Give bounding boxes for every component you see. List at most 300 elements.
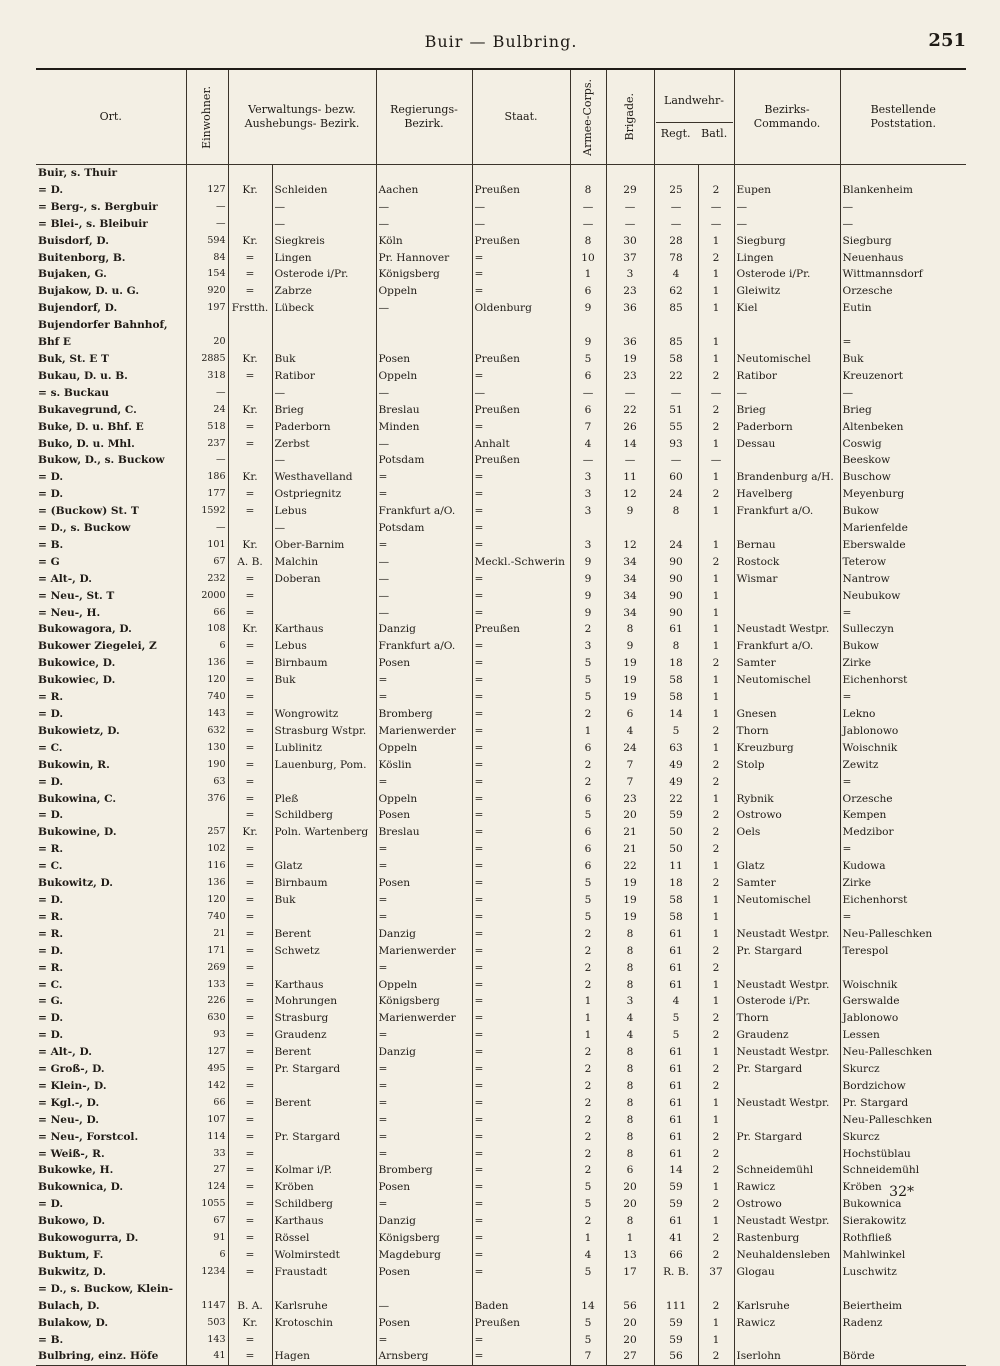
amt-cell: = (228, 672, 272, 689)
brigade-cell: 8 (606, 1095, 654, 1112)
batl-cell: — (698, 216, 734, 233)
brigade-cell: 29 (606, 182, 654, 199)
bezirks-cell: Rawicz (734, 1179, 840, 1196)
brigade-cell: 8 (606, 1044, 654, 1061)
batl-cell: 1 (698, 1213, 734, 1230)
post-cell: Nantrow (840, 571, 966, 588)
bezirks-cell (734, 317, 840, 334)
staat-cell (472, 317, 570, 334)
post-cell: Bukow (840, 638, 966, 655)
regt-cell: 8 (654, 638, 698, 655)
ort-cell: Bukavegrund, C. (38, 403, 137, 416)
verwaltung-cell: Karlsruhe (272, 1298, 376, 1315)
amt-cell: = (228, 571, 272, 588)
regierung-cell: Potsdam (376, 452, 472, 469)
brigade-cell: 56 (606, 1298, 654, 1315)
bezirks-cell: Neustadt Westpr. (734, 621, 840, 638)
amt-cell: = (228, 875, 272, 892)
bezirks-cell: Neustadt Westpr. (734, 1213, 840, 1230)
ort-cell: Buisdorf, D. (38, 234, 109, 247)
regierung-cell: Minden (376, 419, 472, 436)
staat-cell: — (472, 385, 570, 402)
col-staat: Staat. (472, 69, 570, 165)
einwohner-cell: 136 (186, 655, 228, 672)
batl-cell: 2 (698, 757, 734, 774)
armee-cell: 3 (570, 638, 606, 655)
brigade-cell: 23 (606, 283, 654, 300)
verwaltung-cell: — (272, 452, 376, 469)
post-cell: Wittmannsdorf (840, 266, 966, 283)
ort-cell: = Kgl.-, D. (38, 1096, 100, 1109)
verwaltung-cell: Ostpriegnitz (272, 486, 376, 503)
table-row (36, 334, 966, 351)
table-row (36, 807, 966, 824)
regt-cell: 50 (654, 824, 698, 841)
regierung-cell: = (376, 689, 472, 706)
col-armee: Armee-Corps. (570, 69, 606, 165)
regierung-cell: — (376, 571, 472, 588)
post-cell: = (840, 605, 966, 622)
armee-cell: 6 (570, 791, 606, 808)
amt-cell: = (228, 1010, 272, 1027)
einwohner-cell: 495 (186, 1061, 228, 1078)
post-cell: — (840, 199, 966, 216)
armee-cell: 5 (570, 807, 606, 824)
verwaltung-cell: Karthaus (272, 621, 376, 638)
einwohner-cell: 518 (186, 419, 228, 436)
bezirks-cell: Pr. Stargard (734, 943, 840, 960)
table-row (36, 300, 966, 317)
batl-cell: 1 (698, 469, 734, 486)
brigade-cell: 3 (606, 993, 654, 1010)
amt-cell: Kr. (228, 233, 272, 250)
brigade-cell: 11 (606, 469, 654, 486)
staat-cell: = (472, 757, 570, 774)
verwaltung-cell: Lebus (272, 503, 376, 520)
table-row (36, 1027, 966, 1044)
verwaltung-cell: Mohrungen (272, 993, 376, 1010)
ort-cell: Bhf E (38, 336, 71, 349)
ort-cell: = R. (38, 910, 64, 923)
bezirks-cell: Eupen (734, 182, 840, 199)
page-header (36, 30, 966, 60)
batl-cell: 1 (698, 1179, 734, 1196)
post-cell: Marienfelde (840, 520, 966, 537)
regierung-cell (376, 334, 472, 351)
verwaltung-cell (272, 317, 376, 334)
post-cell: Bukow (840, 503, 966, 520)
regt-cell: 50 (654, 841, 698, 858)
staat-cell: Baden (472, 1298, 570, 1315)
einwohner-cell: 1234 (186, 1264, 228, 1281)
armee-cell: 6 (570, 858, 606, 875)
batl-cell: 1 (698, 283, 734, 300)
staat-cell: Preußen (472, 621, 570, 638)
staat-cell: = (472, 672, 570, 689)
einwohner-cell: 154 (186, 266, 228, 283)
armee-cell: 2 (570, 1213, 606, 1230)
ort-cell: = Groß-, D. (38, 1063, 105, 1076)
post-cell: Medzibor (840, 824, 966, 841)
col-bestellende: Bestellende Poststation. (840, 69, 966, 165)
bezirks-cell (734, 452, 840, 469)
regt-cell: 61 (654, 926, 698, 943)
einwohner-cell: 376 (186, 791, 228, 808)
amt-cell: = (228, 283, 272, 300)
amt-cell (228, 165, 272, 182)
einwohner-cell: 318 (186, 368, 228, 385)
armee-cell: 5 (570, 909, 606, 926)
regierung-cell: = (376, 486, 472, 503)
post-cell: = (840, 689, 966, 706)
table-row (36, 977, 966, 994)
einwohner-cell: 102 (186, 841, 228, 858)
batl-cell: 2 (698, 875, 734, 892)
regierung-cell (376, 317, 472, 334)
amt-cell: = (228, 266, 272, 283)
post-cell: Eberswalde (840, 537, 966, 554)
armee-cell (570, 1281, 606, 1298)
post-cell: Kreuzenort (840, 368, 966, 385)
post-cell: Neu-Palleschken (840, 926, 966, 943)
armee-cell: 2 (570, 1095, 606, 1112)
batl-cell: 1 (698, 605, 734, 622)
bezirks-cell: Kiel (734, 300, 840, 317)
armee-cell: — (570, 216, 606, 233)
brigade-cell: 6 (606, 706, 654, 723)
brigade-cell: 19 (606, 875, 654, 892)
table-row (36, 250, 966, 267)
ort-cell: = D. (38, 183, 64, 196)
brigade-cell: 34 (606, 605, 654, 622)
armee-cell: 6 (570, 402, 606, 419)
armee-cell: 3 (570, 503, 606, 520)
ort-cell: Bukowine, D. (38, 826, 117, 839)
staat-cell: = (472, 740, 570, 757)
amt-cell: = (228, 774, 272, 791)
batl-cell: 2 (698, 250, 734, 267)
regierung-cell: Posen (376, 1179, 472, 1196)
armee-cell: 3 (570, 537, 606, 554)
table-row (36, 182, 966, 199)
staat-cell: = (472, 1078, 570, 1095)
post-cell: Neu-Palleschken (840, 1044, 966, 1061)
verwaltung-cell: Schwetz (272, 943, 376, 960)
table-row (36, 1095, 966, 1112)
table-row (36, 199, 966, 216)
regt-cell: 24 (654, 486, 698, 503)
armee-cell: 5 (570, 875, 606, 892)
brigade-cell: 8 (606, 926, 654, 943)
brigade-cell: 7 (606, 757, 654, 774)
regierung-cell: — (376, 436, 472, 453)
armee-cell: 6 (570, 368, 606, 385)
bezirks-cell: Thorn (734, 1010, 840, 1027)
table-row (36, 1264, 966, 1281)
einwohner-cell: 190 (186, 757, 228, 774)
ort-cell: = D. (38, 1012, 64, 1025)
einwohner-cell: 740 (186, 909, 228, 926)
regt-cell: 5 (654, 1027, 698, 1044)
staat-cell: = (472, 841, 570, 858)
batl-cell: 2 (698, 402, 734, 419)
armee-cell: — (570, 199, 606, 216)
batl-cell: 1 (698, 1044, 734, 1061)
amt-cell (228, 199, 272, 216)
bezirks-cell: Rybnik (734, 791, 840, 808)
table-row (36, 909, 966, 926)
einwohner-cell: 632 (186, 723, 228, 740)
ort-cell: = B. (38, 1333, 64, 1346)
verwaltung-cell: Berent (272, 926, 376, 943)
verwaltung-cell (272, 841, 376, 858)
table-row (36, 503, 966, 520)
regierung-cell: Posen (376, 655, 472, 672)
batl-cell: 1 (698, 503, 734, 520)
table-row (36, 1112, 966, 1129)
post-cell: Zirke (840, 655, 966, 672)
verwaltung-cell: Hagen (272, 1348, 376, 1365)
regt-cell (654, 317, 698, 334)
regierung-cell: Aachen (376, 182, 472, 199)
ort-cell: Bukowo, D. (38, 1215, 106, 1228)
armee-cell: 5 (570, 1332, 606, 1349)
verwaltung-cell: Buk (272, 672, 376, 689)
verwaltung-cell: Brieg (272, 402, 376, 419)
bezirks-cell: Oels (734, 824, 840, 841)
verwaltung-cell: Doberan (272, 571, 376, 588)
amt-cell: = (228, 926, 272, 943)
regt-cell: 58 (654, 351, 698, 368)
table-row (36, 621, 966, 638)
einwohner-cell: 67 (186, 554, 228, 571)
amt-cell: Frstth. (228, 300, 272, 317)
einwohner-cell: — (186, 199, 228, 216)
regierung-cell: Frankfurt a/O. (376, 503, 472, 520)
ort-cell: Bukowke, H. (38, 1164, 114, 1177)
amt-cell: = (228, 757, 272, 774)
einwohner-cell: 41 (186, 1348, 228, 1365)
table-row (36, 1315, 966, 1332)
batl-cell: 2 (698, 1146, 734, 1163)
batl-cell: 2 (698, 824, 734, 841)
staat-cell: = (472, 1010, 570, 1027)
table-row (36, 605, 966, 622)
table-row (36, 419, 966, 436)
armee-cell: 1 (570, 266, 606, 283)
staat-cell: = (472, 520, 570, 537)
armee-cell: 2 (570, 774, 606, 791)
einwohner-cell: — (186, 520, 228, 537)
batl-cell: 2 (698, 655, 734, 672)
brigade-cell (606, 1281, 654, 1298)
armee-cell: 6 (570, 841, 606, 858)
einwohner-cell: 124 (186, 1179, 228, 1196)
page-number: 251 (928, 30, 966, 51)
armee-cell: 2 (570, 926, 606, 943)
bezirks-cell (734, 1146, 840, 1163)
table-row (36, 706, 966, 723)
batl-cell: 2 (698, 368, 734, 385)
brigade-cell: 23 (606, 368, 654, 385)
batl-cell: 1 (698, 1332, 734, 1349)
table-body (36, 165, 966, 1366)
einwohner-cell: 142 (186, 1078, 228, 1095)
staat-cell: Preußen (472, 351, 570, 368)
ort-cell: Bukowagora, D. (38, 623, 132, 636)
einwohner-cell: 2885 (186, 351, 228, 368)
regt-cell: 62 (654, 283, 698, 300)
armee-cell: — (570, 452, 606, 469)
brigade-cell: 12 (606, 486, 654, 503)
table-row (36, 1298, 966, 1315)
amt-cell: = (228, 1078, 272, 1095)
staat-cell: = (472, 774, 570, 791)
brigade-cell: 20 (606, 1179, 654, 1196)
amt-cell: = (228, 1061, 272, 1078)
staat-cell: = (472, 503, 570, 520)
armee-cell: 2 (570, 621, 606, 638)
table-row (36, 723, 966, 740)
verwaltung-cell: Birnbaum (272, 875, 376, 892)
regt-cell (654, 165, 698, 182)
table-row (36, 858, 966, 875)
table-row (36, 283, 966, 300)
bezirks-cell (734, 774, 840, 791)
staat-cell: = (472, 1332, 570, 1349)
ort-cell: = C. (38, 741, 63, 754)
ort-cell: = D. (38, 893, 64, 906)
amt-cell: Kr. (228, 824, 272, 841)
bezirks-cell: Pr. Stargard (734, 1061, 840, 1078)
regt-cell: 5 (654, 1010, 698, 1027)
brigade-cell: 24 (606, 740, 654, 757)
regt-cell: 24 (654, 537, 698, 554)
regierung-cell: Breslau (376, 402, 472, 419)
brigade-cell: 1 (606, 1230, 654, 1247)
einwohner-cell: 108 (186, 621, 228, 638)
post-cell: Terespol (840, 943, 966, 960)
verwaltung-cell: Buk (272, 892, 376, 909)
regt-cell: 93 (654, 436, 698, 453)
post-cell: Blankenheim (840, 182, 966, 199)
regierung-cell: = (376, 960, 472, 977)
staat-cell: = (472, 655, 570, 672)
amt-cell: = (228, 841, 272, 858)
post-cell: Teterow (840, 554, 966, 571)
batl-cell: 1 (698, 672, 734, 689)
batl-cell: 1 (698, 300, 734, 317)
post-cell: Kröben (840, 1179, 966, 1196)
post-cell (840, 1281, 966, 1298)
regierung-cell: = (376, 1027, 472, 1044)
verwaltung-cell: Poln. Wartenberg (272, 824, 376, 841)
staat-cell: = (472, 1348, 570, 1365)
post-cell: Sulleczyn (840, 621, 966, 638)
amt-cell: = (228, 503, 272, 520)
regierung-cell: Oppeln (376, 791, 472, 808)
brigade-cell: 20 (606, 1196, 654, 1213)
table-row (36, 740, 966, 757)
regt-cell (654, 520, 698, 537)
armee-cell: 2 (570, 943, 606, 960)
verwaltung-cell (272, 689, 376, 706)
ort-cell: Bulach, D. (38, 1299, 100, 1312)
amt-cell: = (228, 486, 272, 503)
brigade-cell: 8 (606, 1112, 654, 1129)
post-cell: Zirke (840, 875, 966, 892)
bezirks-cell (734, 520, 840, 537)
einwohner-cell: 133 (186, 977, 228, 994)
batl-cell: 2 (698, 1061, 734, 1078)
armee-cell: 1 (570, 1027, 606, 1044)
einwohner-cell: 186 (186, 469, 228, 486)
brigade-cell: 8 (606, 943, 654, 960)
table-row (36, 1129, 966, 1146)
ort-cell: = Berg-, s. Bergbuir (38, 200, 158, 213)
einwohner-cell: 84 (186, 250, 228, 267)
brigade-cell: 19 (606, 655, 654, 672)
table-row (36, 486, 966, 503)
regierung-cell: — (376, 554, 472, 571)
armee-cell: — (570, 385, 606, 402)
armee-cell: 1 (570, 1010, 606, 1027)
bezirks-cell (734, 605, 840, 622)
staat-cell: Meckl.-Schwerin (472, 554, 570, 571)
einwohner-cell: 171 (186, 943, 228, 960)
bezirks-cell: Havelberg (734, 486, 840, 503)
col-bezirks: Bezirks- Commando. (734, 69, 840, 165)
ort-cell: Bujaken, G. (38, 268, 107, 281)
ort-cell: = G (38, 555, 60, 568)
einwohner-cell: 67 (186, 1213, 228, 1230)
amt-cell: = (228, 1264, 272, 1281)
post-cell (840, 317, 966, 334)
table-row (36, 1348, 966, 1365)
ort-cell: = R. (38, 843, 64, 856)
bezirks-cell: Neuhaldensleben (734, 1247, 840, 1264)
ort-cell: Bukowiec, D. (38, 674, 116, 687)
ort-cell: = D., s. Buckow (38, 522, 131, 535)
ort-cell: = (Buckow) St. T (38, 505, 139, 518)
post-cell: Siegburg (840, 233, 966, 250)
table-row (36, 537, 966, 554)
einwohner-cell: 6 (186, 638, 228, 655)
brigade-cell: 27 (606, 1348, 654, 1365)
einwohner-cell: 257 (186, 824, 228, 841)
table-row (36, 1247, 966, 1264)
table-row (36, 1332, 966, 1349)
batl-cell (698, 317, 734, 334)
post-cell: Gerswalde (840, 993, 966, 1010)
ort-cell: = C. (38, 860, 63, 873)
batl-cell: 2 (698, 1129, 734, 1146)
amt-cell: = (228, 419, 272, 436)
regierung-cell (376, 165, 472, 182)
brigade-cell: 4 (606, 1027, 654, 1044)
armee-cell: 5 (570, 655, 606, 672)
verwaltung-cell: Wongrowitz (272, 706, 376, 723)
table-row (36, 993, 966, 1010)
table-row (36, 469, 966, 486)
verwaltung-cell: Zabrze (272, 283, 376, 300)
ort-cell: = D. (38, 809, 64, 822)
staat-cell: = (472, 1247, 570, 1264)
ort-cell: Bujendorfer Bahnhof, (38, 319, 168, 332)
armee-cell (570, 317, 606, 334)
staat-cell: Preußen (472, 402, 570, 419)
place-register-table (36, 68, 966, 1366)
